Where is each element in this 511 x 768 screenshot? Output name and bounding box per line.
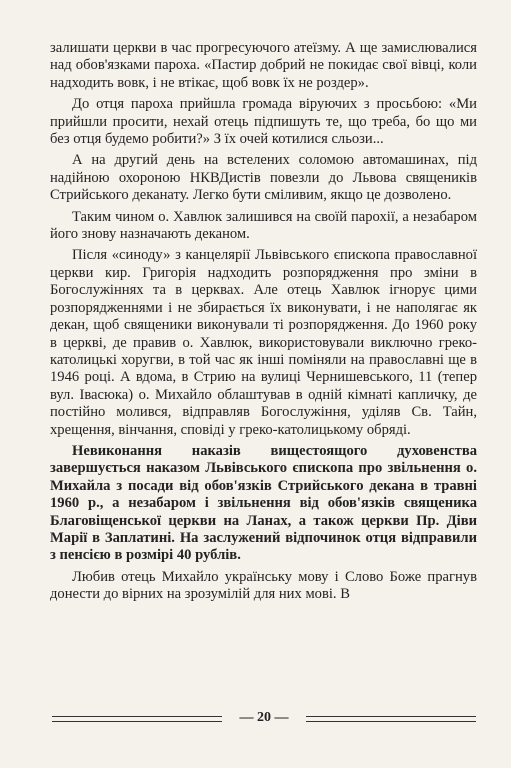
- paragraph-6: Невиконання наказів вищестоящого духовенства завершується наказом Львівського єпископа про звільнення о. Михайла з посади від обов'язків Стрийського декана в травні 1960 р., а незабаром і звільнення від обов'язків священика Благовіщенської церкви на Ланах, а також церкви Пр. Діви Марії в Заплатині. На заслужений відпочинок отця відправили з пенсією в розмірі 40 рублів.: [50, 442, 477, 564]
- body-text: [50, 40, 477, 608]
- paragraph-7: Любив отець Михайло українську мову і Слово Боже прагнув донести до вірних на зрозумілій для них мові. В: [50, 568, 477, 603]
- paragraph-1: залишати церкви в час прогресуючого атеїзму. А ще замислювалися над обов'язками пароха. «Пастир добрий не покидає свої вівці, коли надходить вовк, і не втікає, щоб вовк їх не роздер».: [50, 40, 477, 91]
- footer-rule-right: [306, 716, 476, 722]
- paragraph-2: До отця пароха прийшла громада віруючих з просьбою: «Ми прийшли просити, нехай отець підпишуть те, що треба, бо що ми без отця будемо робити?» З їх очей котилися сльози...: [50, 96, 477, 148]
- paragraph-5: Після «синоду» з канцелярії Львівського єпископа православної церкви кир. Григорія надходить розпорядження про зміни в Богослужіннях та в церквах. Але отець Хавлюк ігнорує цими розпорядженнями і не збирається їх виконувати, і не наполягає як декан, щоб священики виконували ті розпорядження. До 1960 року в церкві, де правив о. Хавлюк, використовували виключно греко-католицькі хоругви, в той час як інші поміняли на православні ще в 1946 році. А вдома, в Стрию на вулиці Чернишевського, 11 (тепер вул. Івасюка) о. Михайло облаштував в одній кімнаті капличку, де постійно молився, відправляв Богослужіння, удiляв Св. Тайн, хрещення, вінчання, сповіді у греко-католицькому обряді.: [50, 247, 477, 438]
- paragraph-4: Таким чином о. Хавлюк залишився на своїй парохії, а незабаром його знову назначають деканом.: [50, 208, 477, 243]
- page-number: — 20 —: [239, 710, 289, 725]
- paragraph-3: А на другий день на встелених соломою автомашинах, під надійною охороною НКВДистів повезли до Львова священиків Стрийського деканату. Легко бути сміливим, якщо це дозволено.: [50, 152, 477, 204]
- page-footer: [52, 708, 476, 730]
